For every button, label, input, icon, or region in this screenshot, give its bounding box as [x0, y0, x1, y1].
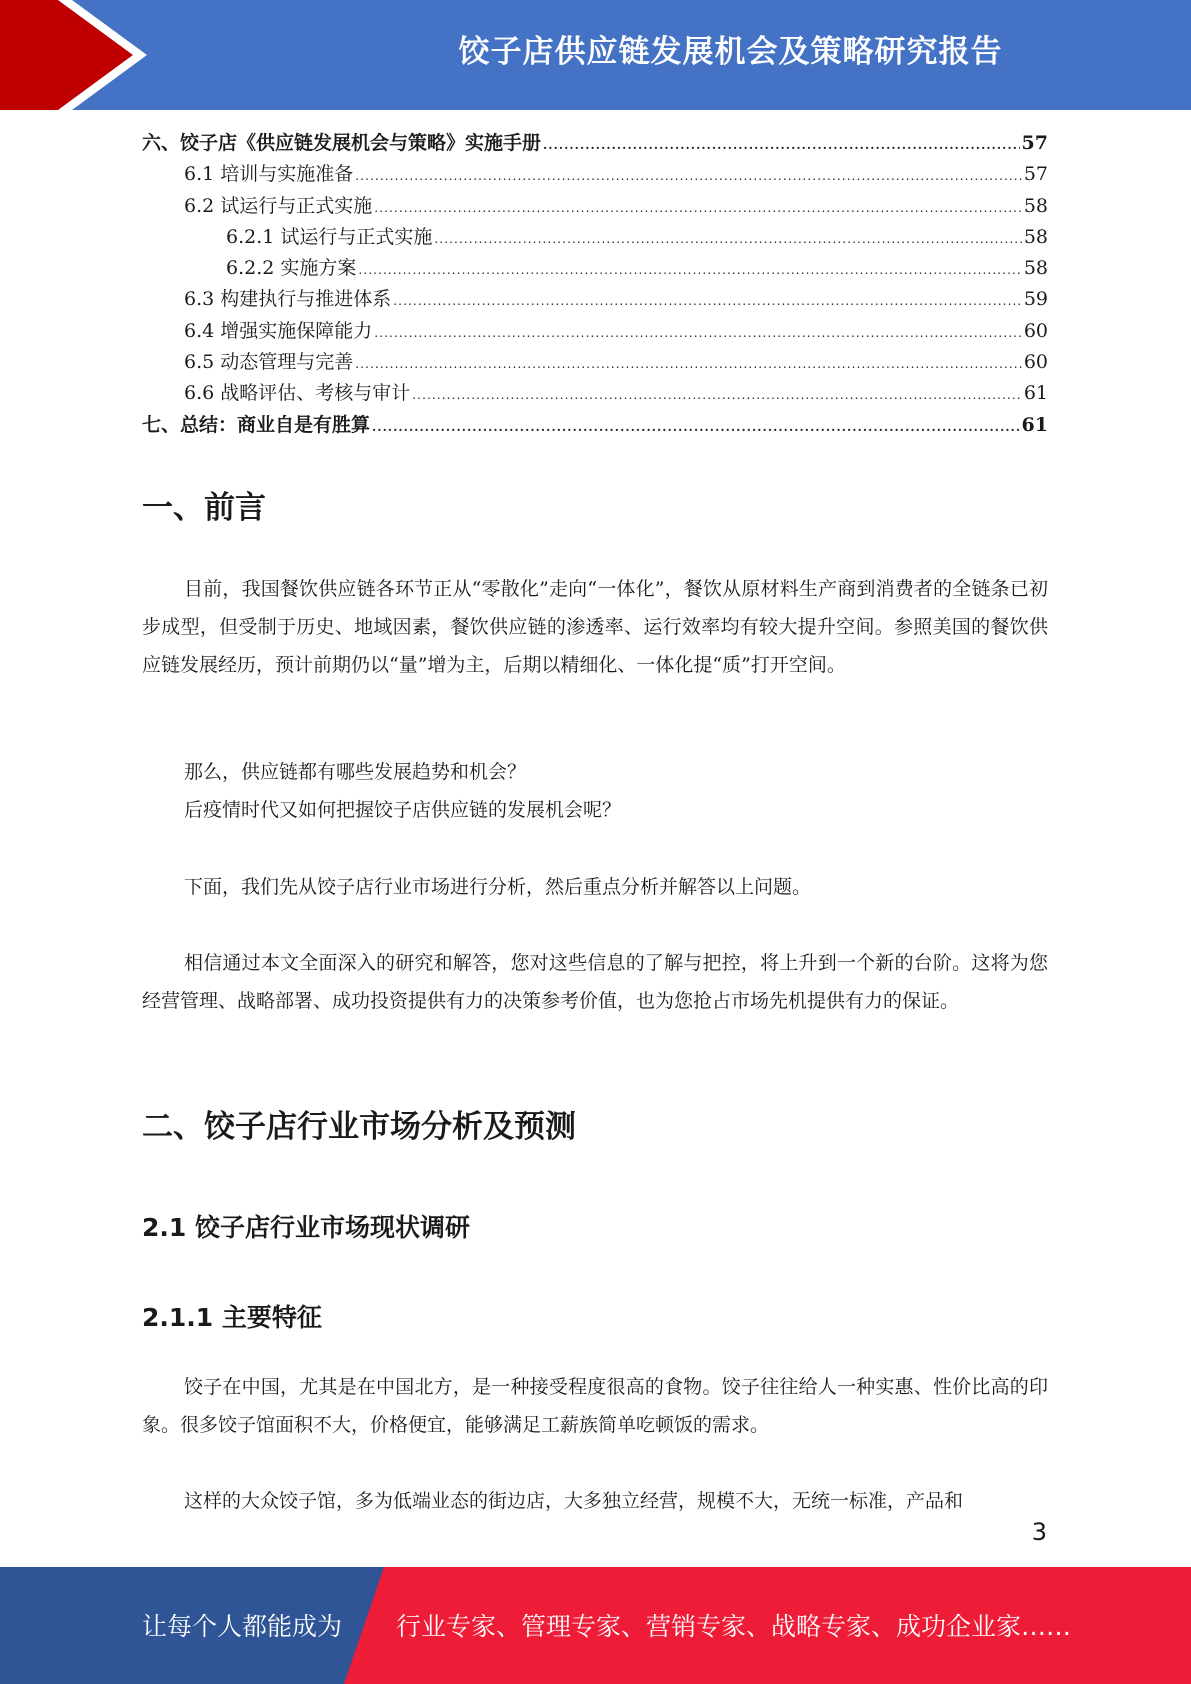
toc-entry[interactable] — [142, 159, 1048, 190]
body-paragraph: 下面，我们先从饺子店行业市场进行分析，然后重点分析并解答以上问题。 — [184, 876, 812, 898]
toc-leader-dots — [393, 294, 1022, 308]
body-paragraph: 饺子在中国，尤其是在中国北方，是一种接受程度很高的食物。饺子往往给人一种实惠、性价比高的印象。很多饺子馆面积不大，价格便宜，能够满足工薪族简单吃顿饭的需求。 — [142, 1376, 1048, 1436]
toc-leader-dots — [434, 232, 1021, 246]
toc-leader-dots — [374, 201, 1022, 215]
report-title: 饺子店供应链发展机会及策略研究报告 — [458, 34, 1003, 70]
toc-entry[interactable] — [142, 253, 1048, 284]
toc-entry-label: 6.2.1 试运行与正式实施 — [226, 225, 433, 248]
toc-entry-page: 58 — [1023, 257, 1048, 280]
toc-entry-label: 6.6 战略评估、考核与审计 — [184, 382, 411, 405]
body-paragraph: 后疫情时代又如何把握饺子店供应链的发展机会呢？ — [184, 799, 622, 821]
toc-leader-dots — [355, 357, 1022, 371]
toc-entry[interactable] — [142, 284, 1048, 315]
table-of-contents — [142, 128, 1048, 441]
toc-entry-page: 58 — [1023, 225, 1048, 248]
red-chevron-decoration — [0, 0, 160, 110]
toc-entry[interactable] — [142, 222, 1048, 253]
body-paragraph: 这样的大众饺子馆，多为低端业态的街边店，大多独立经营，规模不大，无统一标准，产品和 — [184, 1490, 964, 1512]
toc-entry-page: 60 — [1023, 319, 1048, 342]
toc-entry[interactable] — [142, 347, 1048, 378]
toc-entry-page: 59 — [1023, 288, 1048, 311]
body-paragraph: 目前，我国餐饮供应链各环节正从“零散化”走向“一体化”，餐饮从原材料生产商到消费者的全链条已初步成型，但受制于历史、地域因素，餐饮供应链的渗透率、运行效率均有较大提升空间。参照美国的餐饮供应链发展经历，预计前期仍以“量”增为主，后期以精细化、一体化提“质”打开空间。 — [142, 578, 1048, 676]
toc-entry-label: 七、总结：商业自是有胜算 — [142, 413, 371, 436]
toc-entry-page: 60 — [1023, 351, 1048, 374]
footer-slogan-right: 行业专家、管理专家、营销专家、战略专家、成功企业家…… — [396, 1612, 1072, 1641]
section-heading-market-analysis: 二、饺子店行业市场分析及预测 — [142, 1109, 576, 1145]
body-paragraph: 那么，供应链都有哪些发展趋势和机会？ — [184, 761, 527, 783]
toc-entry-label: 6.1 培训与实施准备 — [184, 163, 354, 186]
subsection-heading: 2.1.1 主要特征 — [142, 1303, 322, 1332]
toc-entry-label: 6.3 构建执行与推进体系 — [184, 288, 392, 311]
toc-entry[interactable] — [142, 378, 1048, 409]
toc-entry[interactable] — [142, 128, 1048, 159]
page-number: 3 — [1031, 1518, 1047, 1546]
toc-leader-dots — [355, 169, 1022, 183]
toc-entry-label: 六、饺子店《供应链发展机会与策略》实施手册 — [142, 132, 542, 154]
toc-entry-label: 6.5 动态管理与完善 — [184, 351, 354, 374]
toc-entry-page: 61 — [1023, 382, 1048, 405]
toc-leader-dots — [543, 138, 1020, 152]
toc-entry-label: 6.2.2 实施方案 — [226, 257, 357, 280]
footer-slogan-left: 让每个人都能成为 — [142, 1612, 343, 1641]
page-footer — [0, 1567, 1191, 1684]
subsection-heading: 2.1 饺子店行业市场现状调研 — [142, 1213, 470, 1242]
section-heading-preface: 一、前言 — [142, 490, 266, 526]
toc-entry-page: 57 — [1023, 163, 1048, 186]
toc-entry[interactable] — [142, 316, 1048, 347]
toc-leader-dots — [412, 388, 1022, 402]
toc-leader-dots — [358, 263, 1021, 277]
toc-entry[interactable] — [142, 410, 1048, 441]
body-paragraph: 相信通过本文全面深入的研究和解答，您对这些信息的了解与把控，将上升到一个新的台阶。这将为您经营管理、战略部署、成功投资提供有力的决策参考价值，也为您抢占市场先机提供有力的保证。 — [142, 952, 1048, 1012]
toc-entry-page: 61 — [1021, 413, 1048, 436]
toc-leader-dots — [372, 420, 1020, 434]
toc-leader-dots — [374, 326, 1022, 340]
toc-entry[interactable] — [142, 191, 1048, 222]
toc-entry-label: 6.2 试运行与正式实施 — [184, 194, 373, 217]
toc-entry-page: 57 — [1021, 132, 1048, 154]
toc-entry-page: 58 — [1023, 194, 1048, 217]
toc-entry-label: 6.4 增强实施保障能力 — [184, 319, 373, 342]
page-header — [0, 0, 1191, 110]
